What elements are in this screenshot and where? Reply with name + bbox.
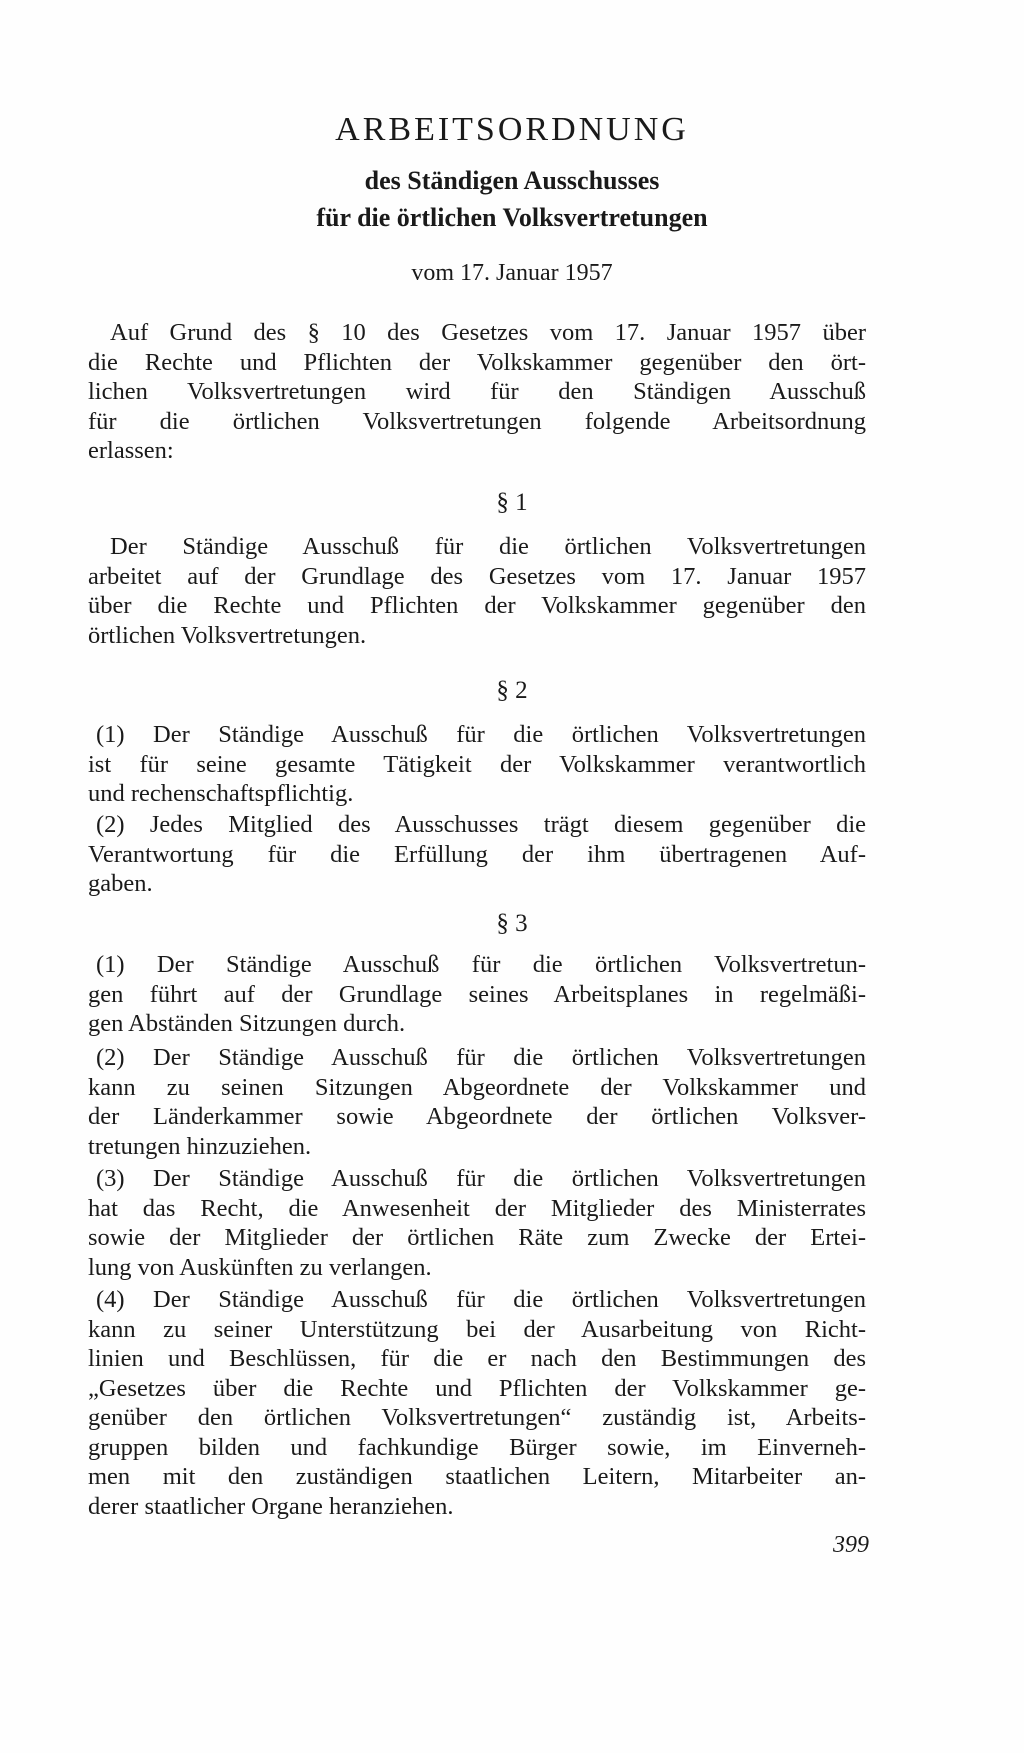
section-3-line: kann zu seinen Sitzungen Abgeordnete der Volkskammer und [88,1073,866,1101]
section-3-paragraph-4 [88,1285,866,1521]
document-subtitle-line-1: des Ständigen Ausschusses [364,166,660,195]
section-1-line: örtlichen Volksvertretungen. [88,621,367,649]
section-3-line: gen führt auf der Grundlage seines Arbeitsplanes in regelmäßi- [88,980,866,1008]
section-1-heading: § 1 [496,489,528,516]
section-3-line: kann zu seiner Unterstützung bei der Ausarbeitung von Richt- [88,1315,866,1343]
section-3-line: linien und Beschlüssen, für die er nach den Bestimmungen des [88,1345,866,1372]
section-3-line: (4) Der Ständige Ausschuß für die örtlichen Volksvertretungen [96,1286,866,1313]
section-3-line: tretungen hinzuziehen. [88,1132,312,1160]
section-3-line: (2) Der Ständige Ausschuß für die örtlichen Volksvertretungen [96,1044,866,1071]
preamble-paragraph [88,318,866,466]
section-3-paragraph-1 [88,950,866,1039]
section-3-line: der Länderkammer sowie Abgeordnete der örtlichen Volksver- [88,1103,866,1130]
section-3-line: sowie der Mitglieder der örtlichen Räte zum Zwecke der Ertei- [88,1224,866,1251]
section-3-line: lung von Auskünften zu verlangen. [88,1253,432,1281]
section-3-line: hat das Recht, die Anwesenheit der Mitglieder des Ministerrates [88,1194,866,1222]
section-3-line: (3) Der Ständige Ausschuß für die örtlichen Volksvertretungen [96,1165,866,1192]
preamble-line: lichen Volksvertretungen wird für den Ständigen Ausschuß [88,378,866,405]
section-1-paragraph [88,532,866,650]
section-2-line: und rechenschaftspflichtig. [88,780,354,807]
section-2-line: ist für seine gesamte Tätigkeit der Volkskammer verantwortlich [88,750,866,778]
section-3-line: gen Abständen Sitzungen durch. [88,1010,406,1037]
section-1-line: über die Rechte und Pflichten der Volkskammer gegenüber den [88,592,866,619]
section-3-line: gruppen bilden und fachkundige Bürger sowie, im Einverneh- [88,1433,866,1461]
section-3-line: (1) Der Ständige Ausschuß für die örtlichen Volksvertretun- [96,951,866,978]
section-3-line: „Gesetzes über die Rechte und Pflichten der Volkskammer ge- [88,1374,866,1402]
preamble-line: für die örtlichen Volksvertretungen folgende Arbeitsordnung [88,407,866,435]
preamble-line: erlassen: [88,437,174,464]
section-2-line: gaben. [88,870,153,897]
section-1-line: arbeitet auf der Grundlage des Gesetzes vom 17. Januar 1957 [88,562,866,590]
preamble-line: die Rechte und Pflichten der Volkskammer gegenüber den ört- [88,348,866,376]
document-date: vom 17. Januar 1957 [411,260,613,286]
section-3-line: genüber den örtlichen Volksvertretungen“ zuständig ist, Arbeits- [88,1404,866,1431]
section-2-paragraph-2 [88,810,866,899]
document-title: ARBEITSORDNUNG [335,111,689,148]
section-3-line: men mit den zuständigen staatlichen Leitern, Mitarbeiter an- [88,1463,866,1490]
section-3-line: derer staatlicher Organe heranziehen. [88,1492,454,1520]
section-2-heading: § 2 [496,677,528,704]
section-3-paragraph-3 [88,1164,866,1282]
section-1-line: Der Ständige Ausschuß für die örtlichen Volksvertretungen [110,533,866,560]
preamble-line: Auf Grund des § 10 des Gesetzes vom 17. Januar 1957 über [110,319,866,346]
page-number: 399 [833,1532,869,1558]
section-2-line: Verantwortung für die Erfüllung der ihm übertragenen Auf- [88,840,866,868]
section-2-line: (1) Der Ständige Ausschuß für die örtlichen Volksvertretungen [96,721,866,748]
section-2-line: (2) Jedes Mitglied des Ausschusses trägt diesem gegenüber die [96,811,866,838]
section-2-paragraph-1 [88,720,866,809]
document-subtitle-line-2: für die örtlichen Volksvertretungen [316,203,708,232]
section-3-heading: § 3 [496,910,528,937]
section-3-paragraph-2 [88,1043,866,1161]
